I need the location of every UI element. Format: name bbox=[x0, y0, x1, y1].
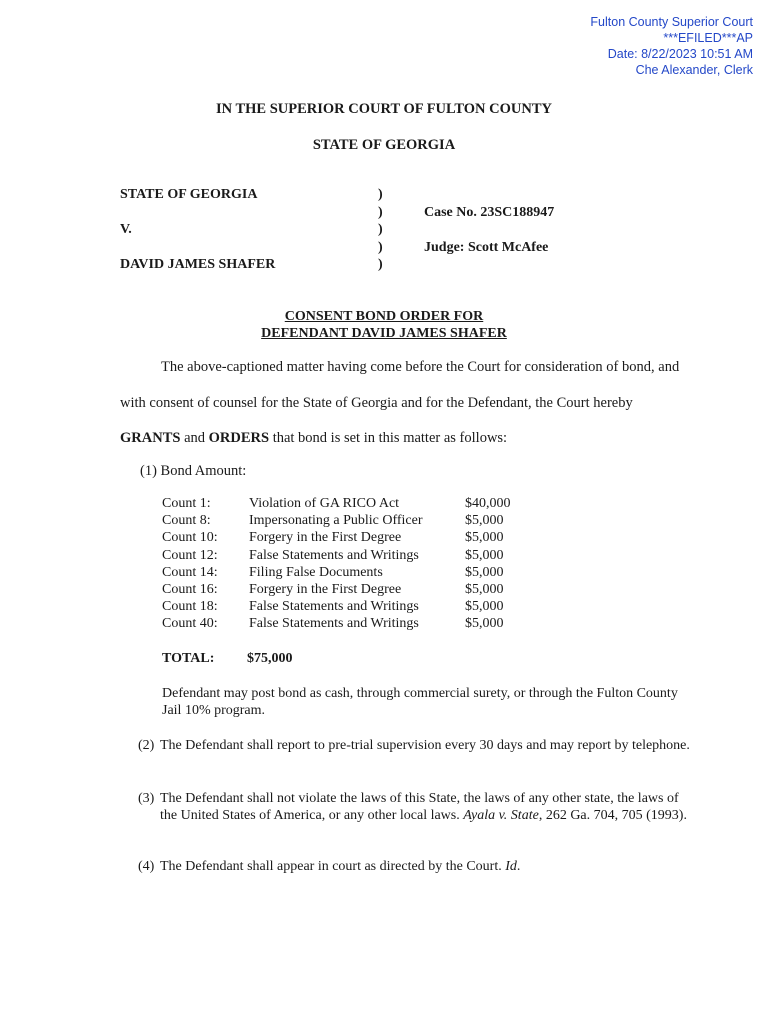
count-label: Count 16: bbox=[162, 581, 218, 597]
count-description: Forgery in the First Degree bbox=[249, 530, 402, 546]
order-title-line1: CONSENT BOND ORDER FOR bbox=[284, 309, 484, 324]
count-description: False Statements and Writings bbox=[249, 599, 419, 615]
condition-text-before: The Defendant shall not violate the laws of this State, the laws of any other state, the laws of the United States of America, or any other local laws. bbox=[160, 791, 679, 823]
count-amount: $5,000 bbox=[465, 547, 504, 563]
count-amount: $5,000 bbox=[465, 616, 504, 632]
condition-text-before: The Defendant shall appear in court as directed by the Court. bbox=[160, 859, 506, 874]
count-label: Count 8: bbox=[162, 513, 211, 529]
stamp-efiled: ***EFILED***AP bbox=[663, 31, 753, 45]
post-bond-note: Defendant may post bond as cash, through commercial surety, or through the Fulton County Jail 10% program. bbox=[162, 686, 678, 718]
total-amount: $75,000 bbox=[247, 651, 293, 666]
condition-number: (2) bbox=[138, 738, 155, 753]
intro-line-3 bbox=[120, 430, 507, 447]
stamp-clerk: Che Alexander, Clerk bbox=[635, 63, 753, 77]
caption-paren: ) bbox=[378, 222, 383, 237]
count-description: False Statements and Writings bbox=[249, 547, 419, 563]
count-label: Count 18: bbox=[162, 599, 218, 615]
count-label: Count 12: bbox=[162, 547, 218, 563]
count-label: Count 10: bbox=[162, 530, 218, 546]
stamp-court: Fulton County Superior Court bbox=[590, 15, 753, 29]
condition-3 bbox=[138, 790, 698, 824]
count-description: Forgery in the First Degree bbox=[249, 581, 402, 597]
and-word: and bbox=[180, 430, 209, 446]
count-amount: $5,000 bbox=[465, 581, 504, 597]
bond-total bbox=[162, 651, 293, 667]
case-number: Case No. 23SC188947 bbox=[424, 205, 555, 220]
condition-text bbox=[138, 858, 698, 875]
caption-paren: ) bbox=[378, 187, 383, 202]
caption-defendant: DAVID JAMES SHAFER bbox=[120, 257, 276, 272]
count-description: Filing False Documents bbox=[249, 564, 383, 580]
stamp-date: Date: 8/22/2023 10:51 AM bbox=[607, 47, 753, 61]
condition-text bbox=[138, 790, 698, 824]
grants-word: GRANTS bbox=[120, 430, 181, 446]
condition-number: (3) bbox=[138, 791, 155, 806]
count-amount: $5,000 bbox=[465, 513, 504, 529]
efile-stamp bbox=[590, 14, 753, 78]
condition-text-after: , 262 Ga. 704, 705 (1993). bbox=[538, 808, 687, 823]
count-description: Impersonating a Public Officer bbox=[249, 513, 423, 529]
count-label: Count 14: bbox=[162, 564, 218, 580]
bond-amount-heading: (1) Bond Amount: bbox=[140, 463, 247, 479]
count-amount: $5,000 bbox=[465, 530, 504, 546]
judge-name: Judge: Scott McAfee bbox=[424, 240, 549, 255]
condition-number: (4) bbox=[138, 859, 155, 874]
intro-line-2: with consent of counsel for the State of Georgia and for the Defendant, the Court hereby bbox=[120, 395, 633, 411]
court-state: STATE OF GEORGIA bbox=[312, 137, 456, 153]
condition-text: The Defendant shall report to pre-trial supervision every 30 days and may report by telephone. bbox=[160, 738, 690, 753]
intro-line-1: The above-captioned matter having come before the Court for consideration of bond, and bbox=[161, 359, 680, 375]
condition-text-after: . bbox=[516, 859, 521, 874]
caption-versus: V. bbox=[120, 222, 132, 237]
count-description: Violation of GA RICO Act bbox=[249, 496, 400, 511]
case-citation: Ayala v. State bbox=[463, 808, 539, 823]
count-description: False Statements and Writings bbox=[249, 616, 419, 632]
count-amount: $5,000 bbox=[465, 564, 504, 580]
court-title: IN THE SUPERIOR COURT OF FULTON COUNTY bbox=[215, 101, 552, 117]
orders-word: ORDERS bbox=[208, 430, 270, 446]
order-title-line2: DEFENDANT DAVID JAMES SHAFER bbox=[261, 326, 507, 341]
caption-plaintiff: STATE OF GEORGIA bbox=[120, 187, 258, 202]
total-label: TOTAL: bbox=[162, 651, 215, 666]
condition-2 bbox=[138, 737, 698, 754]
count-amount: $5,000 bbox=[465, 599, 504, 615]
intro-rest: that bond is set in this matter as follows: bbox=[269, 430, 508, 446]
case-citation: Id bbox=[505, 859, 517, 874]
caption-paren: ) bbox=[378, 240, 383, 255]
condition-4 bbox=[138, 858, 698, 875]
count-amount: $40,000 bbox=[465, 496, 511, 511]
caption-paren: ) bbox=[378, 257, 383, 272]
caption-paren: ) bbox=[378, 205, 383, 220]
count-label: Count 40: bbox=[162, 616, 218, 632]
count-label: Count 1: bbox=[162, 496, 211, 511]
